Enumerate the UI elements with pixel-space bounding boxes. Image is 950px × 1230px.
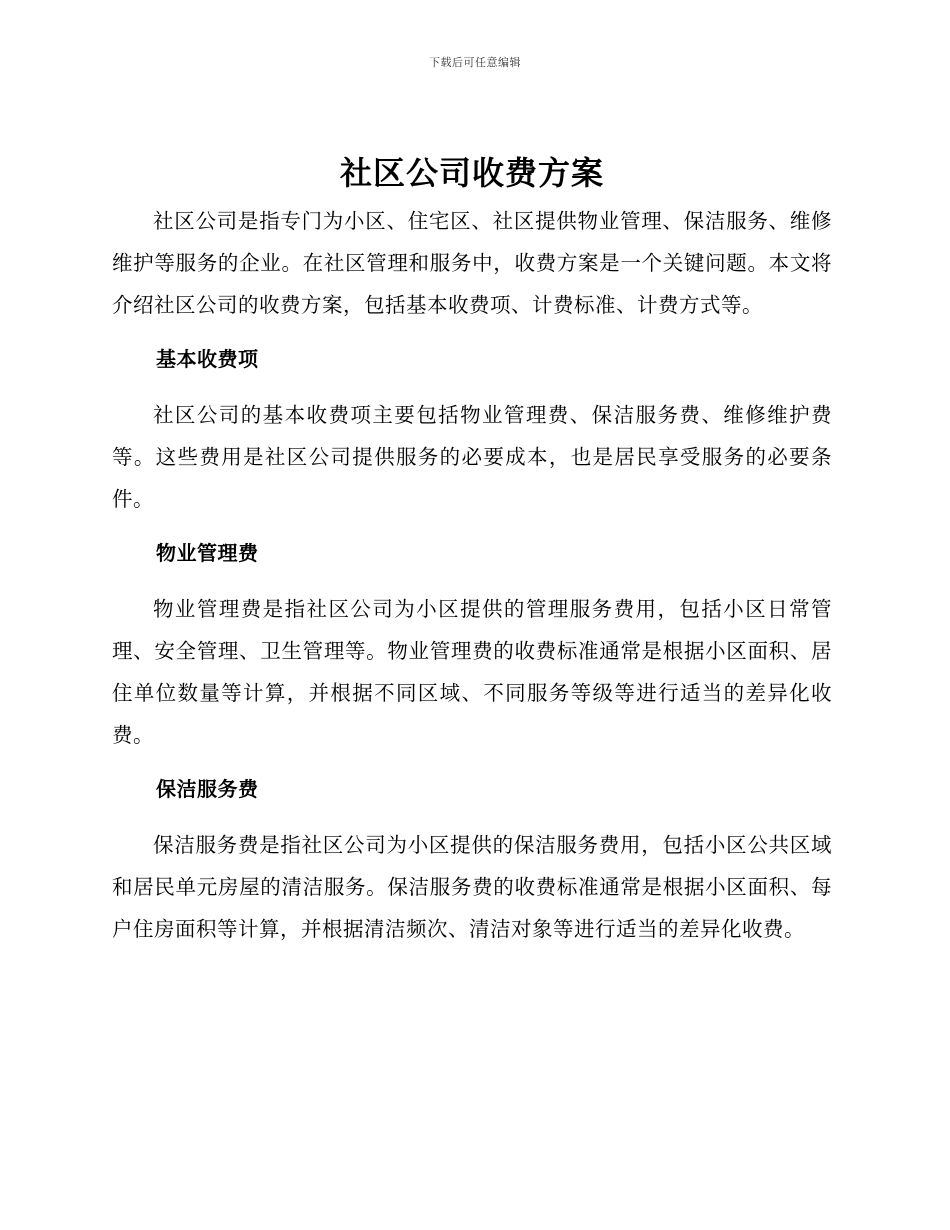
document-content [112,152,832,950]
document-title: 社区公司收费方案 [339,154,604,192]
section-heading-basic-fees: 基本收费项 [156,347,259,371]
section-body-cleaning-service-fee: 保洁服务费是指社区公司为小区提供的保洁服务费用，包括小区公共区域和居民单元房屋的清洁服务。保洁服务费的收费标准通常是根据小区面积、每户住房面积等计算，并根据清洁频次、清洁对象等进行适当的差异化收费。 [112,833,832,941]
section-body-basic-fees: 社区公司的基本收费项主要包括物业管理费、保洁服务费、维修维护费等。这些费用是社区公司提供服务的必要成本，也是居民享受服务的必要条件。 [112,403,832,511]
section-body-property-management-fee: 物业管理费是指社区公司为小区提供的管理服务费用，包括小区日常管理、安全管理、卫生管理等。物业管理费的收费标准通常是根据小区面积、居住单位数量等计算，并根据不同区域、不同服务等级等进行适当的差异化收费。 [112,597,832,747]
section-heading-property-management-fee: 物业管理费 [156,541,259,565]
header-note: 下载后可任意编辑 [429,56,521,69]
section-heading-cleaning-service-fee: 保洁服务费 [156,777,259,801]
intro-paragraph: 社区公司是指专门为小区、住宅区、社区提供物业管理、保洁服务、维修维护等服务的企业。在社区管理和服务中，收费方案是一个关键问题。本文将介绍社区公司的收费方案，包括基本收费项、计费标准、计费方式等。 [112,209,832,317]
